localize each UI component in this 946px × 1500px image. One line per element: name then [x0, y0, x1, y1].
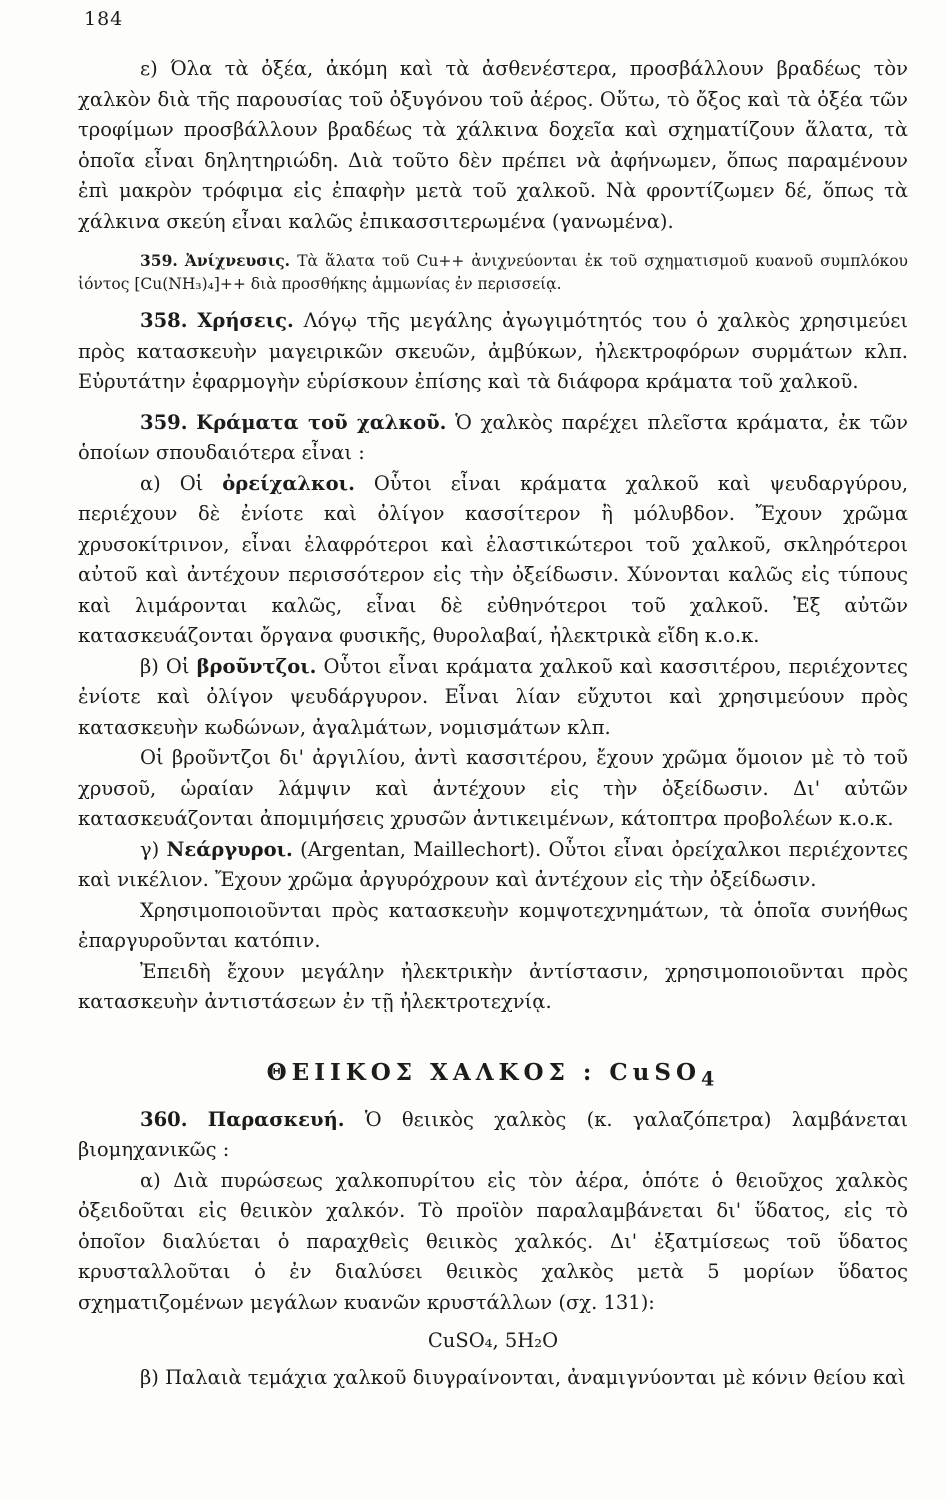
alloy-nickel-silver [78, 835, 908, 896]
item-label: α) Οἱ [140, 471, 204, 495]
item-label: ε) [140, 57, 158, 80]
preparation-alpha [78, 1166, 908, 1319]
section-heading: Παρασκευή. [207, 1107, 345, 1131]
item-label: β) Οἱ [140, 654, 190, 678]
paragraph-text: Όλα τὰ ὀξέα, ἀκόμη καὶ τὰ ἀσθενέστερα, προσβάλλουν βραδέως τὸν χαλκὸν διὰ τῆς παρουσίας τοῦ ὀξυγόνου τοῦ ἀέρος. Οὕτω, τὸ ὄξος καὶ τὰ ὀξέα τῶν τροφίμων προσβάλλουν βραδέως τὰ χάλκινα δοχεῖα καὶ σχηματίζουν ἅλατα, τὰ ὁποῖα εἶναι δηλητηριώδη. Διὰ τοῦτο δὲν πρέπει νὰ ἀφήνωμεν, ὅπως παραμένουν ἐπὶ μακρὸν τρόφιμα εἰς ἐπαφὴν μετὰ τοῦ χαλκοῦ. Νὰ φροντίζωμεν δέ, ὅπως τὰ χάλκινα σκεύη εἶναι καλῶς ἐπικασσιτερωμένα (γανωμένα). [78, 57, 909, 233]
item-label: α) [140, 1168, 161, 1192]
alloy-nickel-silver-use: Χρησιμοποιοῦνται πρὸς κατασκευὴν κομψοτεχνημάτων, τὰ ὁποῖα συνήθως ἐπαργυροῦνται κατόπιν. [78, 898, 908, 952]
section-360-preparation [78, 1105, 908, 1166]
alloy-bronze-aluminium: Οἱ βροῦντζοι δι' ἀργιλίου, ἀντὶ κασσιτέρου, ἔχουν χρῶμα ὅμοιον μὲ τὸ τοῦ χρυσοῦ, ὡραίαν λάμψιν καὶ ἀντέχουν εἰς τὴν ὀξείδωσιν. Δι' αὐτῶν κατασκευάζονται ἀπομιμήσεις χρυσῶν ἀντικειμένων, κάτοπτρα προβολέων κ.ο.κ. [78, 746, 908, 830]
section-heading: Ἀνίχνευσις. [184, 251, 291, 270]
section-title-text: ΘΕΙΙΚΟΣ ΧΑΛΚΟΣ : CuSO [266, 1058, 702, 1086]
alloy-text: (Argentan, Maillechort). Οὗτοι εἶναι ὀρείχαλκοι περιέχοντες καὶ νικέλιον. Ἔχουν χρῶμα ἀργυρόχρουν καὶ ἀντέχουν εἰς τὴν ὀξείδωσιν. [78, 837, 908, 891]
section-359-alloys [78, 408, 908, 469]
section-title-subscript: 4 [701, 1067, 720, 1091]
paragraph-epsilon [78, 54, 908, 237]
alloy-nickel-silver-resistance: Ἐπειδὴ ἔχουν μεγάλην ἠλεκτρικὴν ἀντίστασιν, χρησιμοποιοῦνται πρὸς κατασκευὴν ἀντιστάσεων ἐν τῇ ἠλεκτροτεχνίᾳ. [78, 959, 908, 1013]
preparation-text: Παλαιὰ τεμάχια χαλκοῦ διυγραίνονται, ἀναμιγνύονται μὲ κόνιν θείου καὶ [165, 1365, 906, 1389]
alloy-bronze [78, 652, 908, 744]
section-heading: Κράματα τοῦ χαλκοῦ. [196, 410, 447, 434]
section-text: Ὁ θειικὸς χαλκὸς (κ. γαλαζόπετρα) λαμβάνεται βιομηχανικῶς : [78, 1107, 909, 1162]
section-number: 358. [140, 309, 188, 332]
alloy-text: Οὗτοι εἶναι κράματα χαλκοῦ καὶ κασσιτέρου, περιέχοντες ἐνίοτε καὶ ὀλίγον ψευδάργυρον. Εἶναι λίαν εὔχυτοι καὶ χρησιμεύουν πρὸς κατασκευὴν κωδώνων, ἀγαλμάτων, νομισμάτων κλπ. [78, 654, 908, 739]
section-358-uses [78, 306, 908, 398]
section-359-detection [78, 249, 908, 296]
section-text: Ὁ χαλκὸς παρέχει πλεῖστα κράματα, ἐκ τῶν ὁποίων σπουδαιότερα εἶναι : [78, 410, 908, 464]
section-number: 359. [140, 410, 188, 434]
alloy-term: Νεάργυροι. [166, 837, 293, 861]
alloy-term: βροῦντζοι. [196, 654, 317, 678]
page-body [78, 54, 908, 1393]
alloy-brass [78, 469, 908, 652]
page-number: 184 [84, 8, 124, 30]
preparation-beta [78, 1363, 908, 1394]
section-text: Τὰ ἅλατα τοῦ Cu++ ἀνιχνεύονται ἐκ τοῦ σχηματισμοῦ κυανοῦ συμπλόκου ἰόντος [Cu(NH₃)₄]++ διὰ προσθήκης ἀμμωνίας ἐν περισσείᾳ. [78, 252, 908, 293]
section-text: Λόγῳ τῆς μεγάλης ἀγωγιμότητός του ὁ χαλκὸς χρησιμεύει πρὸς κατασκευὴν μαγειρικῶν σκευῶν, ἀμβύκων, ἠλεκτροφόρων συρμάτων κλπ. Εὐρυτάτην ἐφαρμογὴν εὑρίσκουν ἐπίσης καὶ τὰ διάφορα κράματα τοῦ χαλκοῦ. [78, 309, 908, 393]
section-number: 360. [140, 1107, 188, 1131]
section-number: 359. [140, 251, 178, 270]
section-heading: Χρήσεις. [197, 309, 294, 332]
item-label: γ) [140, 837, 160, 861]
section-title [78, 1058, 908, 1095]
alloy-text: Οὗτοι εἶναι κράματα χαλκοῦ καὶ ψευδαργύρου, περιέχουν δὲ ἐνίοτε καὶ ὀλίγον κασσίτερον ἢ μόλυβδον. Ἔχουν χρῶμα χρυσοκίτρινον, εἶναι ἐλαφρότεροι καὶ ἐλαστικώτεροι τοῦ χαλκοῦ, σκληρότεροι αὐτοῦ καὶ ἀντέχουν περισσότερον εἰς τὴν ὀξείδωσιν. Χύνονται καλῶς εἰς τύπους καὶ λιμάρονται καλῶς, εἶναι δὲ εὐθηνότεροι τοῦ χαλκοῦ. Ἐξ αὐτῶν κατασκευάζονται ὄργανα φυσικῆς, θυρολαβαί, ἠλεκτρικὰ εἴδη κ.ο.κ. [78, 471, 909, 647]
chemical-formula: CuSO₄, 5H₂O [427, 1329, 559, 1353]
alloy-term: ὀρείχαλκοι. [222, 471, 355, 495]
preparation-text: Διὰ πυρώσεως χαλκοπυρίτου εἰς τὸν ἀέρα, ὁπότε ὁ θειοῦχος χαλκὸς ὀξειδοῦται εἰς θειικὸν χαλκόν. Τὸ προϊὸν παραλαμβάνεται δι' ὕδατος, εἰς τὸ ὁποῖον διαλύεται ὁ παραχθεὶς θειικὸς χαλκός. Δι' ἐξατμίσεως τοῦ ὕδατος κρυσταλλοῦται ὁ ἐν διαλύσει θειικὸς χαλκὸς μετὰ 5 μορίων ὕδατος σχηματιζομένων μεγάλων κυανῶν κρυστάλλων (σχ. 131): [78, 1168, 908, 1314]
item-label: β) [140, 1365, 159, 1389]
